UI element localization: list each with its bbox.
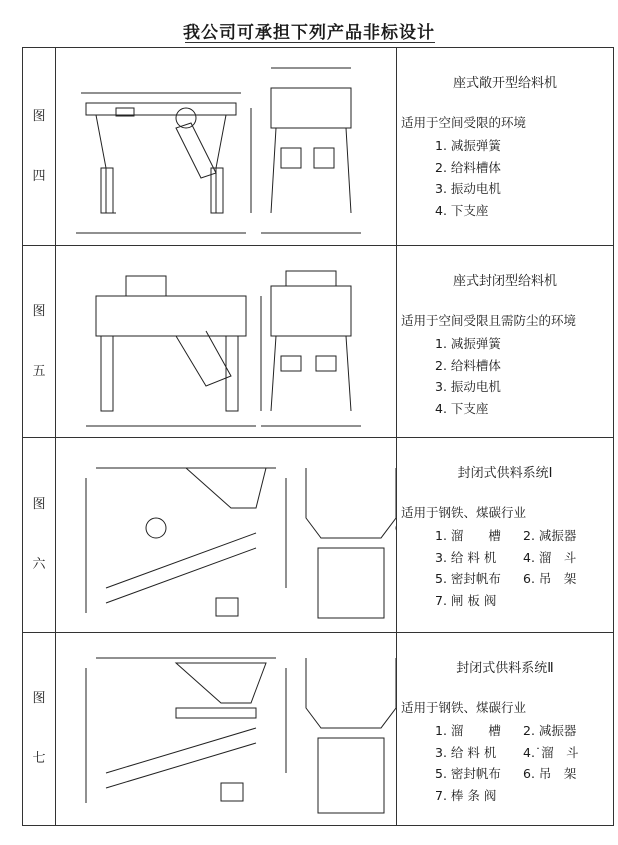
table-row	[23, 48, 614, 246]
product-heading: 封闭式供料系统Ⅰ	[457, 466, 553, 481]
figure-label-char: 图	[32, 497, 46, 512]
table-row	[23, 246, 614, 438]
part-item: 5. 密封帆布	[435, 766, 501, 781]
part-item: 1. 溜 槽	[435, 528, 501, 543]
part-item: 3. 给 料 机	[435, 549, 497, 565]
product-heading: 封闭式供料系统Ⅱ	[456, 661, 554, 676]
page-title: 我公司可承担下列产品非标设计	[183, 23, 435, 43]
figure-label-char: 图	[32, 108, 46, 124]
drawing-open-seat-feeder	[56, 48, 397, 246]
application-text: 适用于钢铁、煤碳行业	[401, 700, 527, 715]
part-item: 1. 溜 槽	[435, 723, 501, 738]
figure-label-number: 四	[32, 168, 46, 184]
application-text: 适用于空间受限且需防尘的环境	[401, 313, 577, 328]
part-item: 4. 溜 斗	[523, 549, 577, 565]
figure-label-number: 五	[32, 363, 46, 379]
application-text: 适用于钢铁、煤碳行业	[401, 505, 527, 520]
part-item: 6. 吊 架	[523, 766, 577, 781]
drawing-closed-supply-system-2	[56, 633, 397, 826]
product-heading: 座式敞开型给料机	[452, 76, 557, 91]
part-item: 4. 下支座	[435, 202, 489, 218]
figure-label	[23, 246, 56, 438]
part-item: 2. 减振器	[523, 528, 577, 543]
part-item: 7. 棒 条 阀	[435, 787, 497, 803]
drawing-closed-seat-feeder	[56, 246, 397, 438]
table-row	[23, 633, 614, 826]
part-item: 2. 给料槽体	[435, 357, 501, 373]
part-item: 4.˙溜 斗	[523, 744, 579, 760]
application-text: 适用于空间受限的环境	[401, 115, 527, 130]
figure-label	[23, 633, 56, 826]
drawing-closed-supply-system-1	[56, 438, 397, 633]
part-item: 6. 吊 架	[523, 571, 577, 586]
description-cell	[397, 48, 614, 246]
part-item: 3. 振动电机	[435, 379, 501, 394]
part-item: 1. 减振弹簧	[435, 138, 501, 153]
part-item: 3. 给 料 机	[435, 744, 497, 760]
product-table	[22, 47, 614, 826]
figure-label	[23, 48, 56, 246]
product-heading: 座式封闭型给料机	[452, 274, 557, 289]
part-item: 2. 减振器	[523, 723, 577, 738]
figure-label	[23, 438, 56, 633]
figure-label-char: 图	[32, 691, 46, 706]
part-item: 5. 密封帆布	[435, 571, 501, 586]
description-cell	[397, 438, 614, 633]
description-cell	[397, 246, 614, 438]
part-item: 7. 闸 板 阀	[435, 592, 497, 608]
part-item: 3. 振动电机	[435, 181, 501, 196]
description-cell	[397, 633, 614, 826]
part-item: 4. 下支座	[435, 400, 489, 416]
figure-label-number: 六	[32, 557, 46, 572]
title-underline	[185, 42, 435, 43]
part-item: 1. 减振弹簧	[435, 336, 501, 351]
figure-label-number: 七	[32, 751, 46, 766]
table-row	[23, 438, 614, 633]
figure-label-char: 图	[32, 303, 46, 319]
part-item: 2. 给料槽体	[435, 159, 501, 175]
